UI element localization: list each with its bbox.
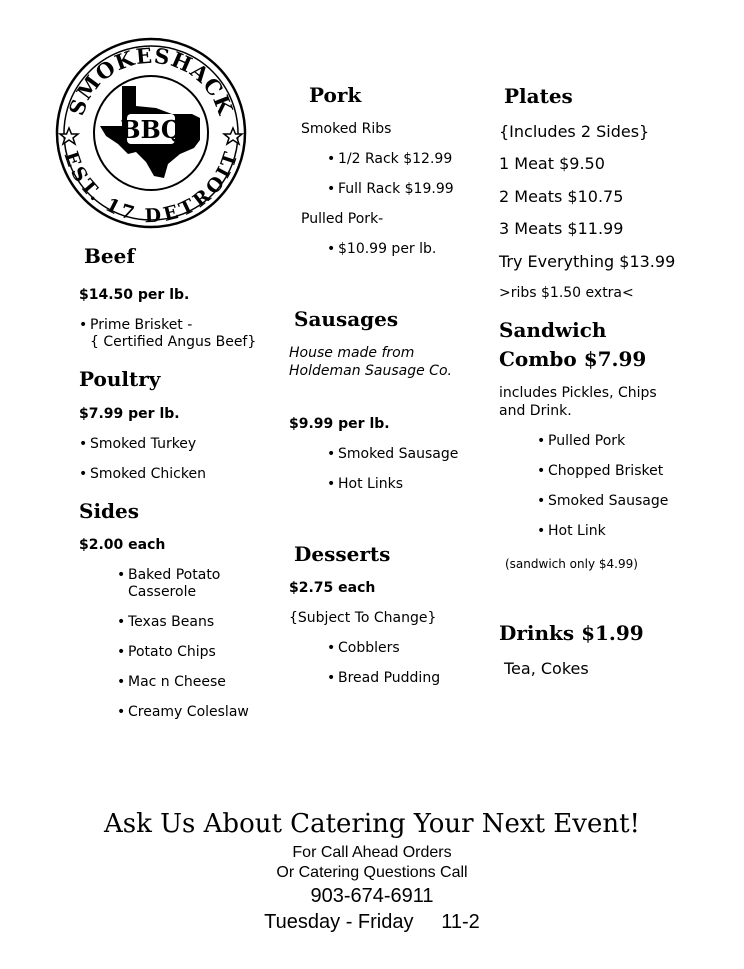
list-item: • Potato Chips <box>117 644 216 660</box>
sandwich-title: Combo $7.99 <box>499 347 647 371</box>
logo-bottom-text: EST. 17 DETROIT <box>59 148 243 227</box>
list-item: • 1/2 Rack $12.99 <box>327 151 452 167</box>
list-item: • Mac n Cheese <box>117 674 226 690</box>
sausages-note: Holdeman Sausage Co. <box>289 363 452 379</box>
sandwich-desc: and Drink. <box>499 403 572 419</box>
list-item-continuation: { Certified Angus Beef} <box>90 334 257 350</box>
hours: Tuesday - Friday 11-2 <box>264 911 480 933</box>
list-item: • Smoked Turkey <box>79 436 196 452</box>
sausages-title: Sausages <box>294 307 399 331</box>
star-icon <box>224 128 242 144</box>
plates-line: {Includes 2 Sides} <box>499 122 650 141</box>
catering-headline: Ask Us About Catering Your Next Event! <box>103 809 641 839</box>
list-item: • Prime Brisket - <box>79 317 192 333</box>
footer-line: For Call Ahead Orders <box>292 844 452 861</box>
list-item: • Hot Links <box>327 476 403 492</box>
beef-title: Beef <box>84 244 135 268</box>
list-item: • Hot Link <box>537 523 606 539</box>
svg-text:SMOKESHACK <box>64 43 239 119</box>
poultry-price: $7.99 per lb. <box>79 406 180 422</box>
desserts-title: Desserts <box>294 542 391 566</box>
logo-top-text: SMOKESHACK <box>63 42 239 119</box>
desserts-note: {Subject To Change} <box>289 610 437 626</box>
sandwich-title: Sandwich <box>499 318 607 342</box>
plates-line: 2 Meats $10.75 <box>499 187 624 206</box>
beef-price: $14.50 per lb. <box>79 287 190 303</box>
pork-pulled-label: Pulled Pork- <box>301 211 384 227</box>
plates-line: Try Everything $13.99 <box>499 252 676 271</box>
logo-bbq-text: BBQ <box>120 115 182 144</box>
list-item: • Cobblers <box>327 640 400 656</box>
list-item: • Smoked Sausage <box>537 493 668 509</box>
sides-title: Sides <box>79 499 140 523</box>
sausages-price: $9.99 per lb. <box>289 416 390 432</box>
list-item-continuation: Casserole <box>128 584 197 600</box>
list-item: • $10.99 per lb. <box>327 241 436 257</box>
list-item: • Bread Pudding <box>327 670 440 686</box>
list-item: • Creamy Coleslaw <box>117 704 249 720</box>
pork-title: Pork <box>309 83 362 107</box>
pork-ribs-label: Smoked Ribs <box>301 121 392 137</box>
footer-line: Or Catering Questions Call <box>276 864 468 881</box>
list-item: • Smoked Chicken <box>79 466 206 482</box>
sausages-note: House made from <box>289 345 415 361</box>
list-item: • Baked Potato <box>117 567 220 583</box>
poultry-title: Poultry <box>79 367 161 391</box>
plates-line: 1 Meat $9.50 <box>499 154 605 173</box>
drinks-items: Tea, Cokes <box>504 659 589 678</box>
desserts-price: $2.75 each <box>289 580 376 596</box>
phone-number: 903-674-6911 <box>310 885 434 907</box>
list-item: • Pulled Pork <box>537 433 625 449</box>
sides-price: $2.00 each <box>79 537 166 553</box>
plates-title: Plates <box>504 84 573 108</box>
smokeshack-logo <box>54 36 248 230</box>
star-icon <box>60 128 78 144</box>
plates-extra: >ribs $1.50 extra< <box>499 285 634 301</box>
list-item: • Texas Beans <box>117 614 214 630</box>
sandwich-note: (sandwich only $4.99) <box>505 557 638 571</box>
list-item: • Smoked Sausage <box>327 446 458 462</box>
plates-line: 3 Meats $11.99 <box>499 219 624 238</box>
list-item: • Chopped Brisket <box>537 463 663 479</box>
drinks-title: Drinks $1.99 <box>499 621 644 645</box>
list-item: • Full Rack $19.99 <box>327 181 454 197</box>
sandwich-desc: includes Pickles, Chips <box>499 385 657 401</box>
